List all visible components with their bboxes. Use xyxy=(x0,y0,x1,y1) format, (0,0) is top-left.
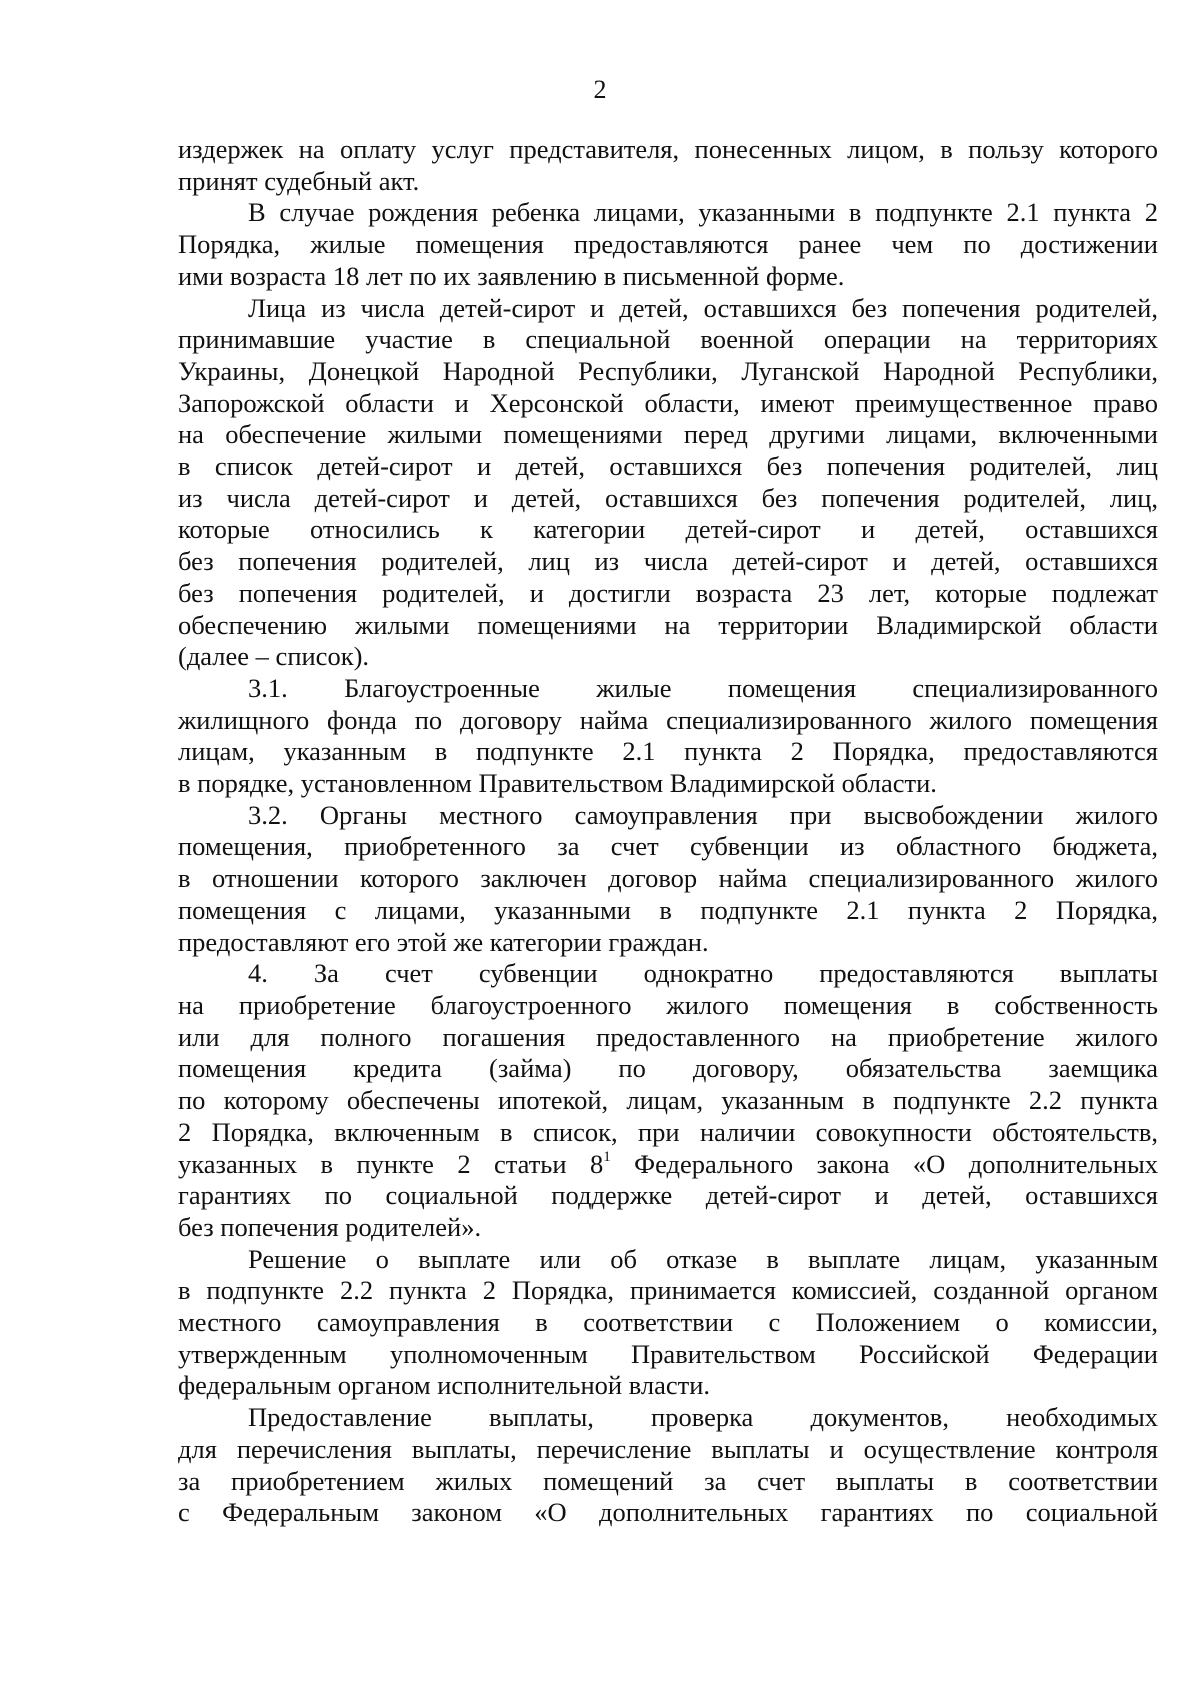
paragraph xyxy=(178,134,1158,197)
text-line: (далее – список). xyxy=(178,641,370,672)
text-line: Лица из числа детей-сирот и детей, оставшихся без попечения родителей, xyxy=(248,292,1158,323)
text-line: помещения с лицами, указанными в подпункте 2.1 пункта 2 Порядка, xyxy=(178,894,1158,925)
paragraph xyxy=(178,293,1158,673)
text-line: или для полного погашения предоставленного на приобретение жилого xyxy=(178,1021,1158,1052)
text-line: 3.1. Благоустроенные жилые помещения специализированного xyxy=(248,672,1158,703)
text-line: для перечисления выплаты, перечисление выплаты и осуществление контроля xyxy=(178,1433,1158,1464)
text-segment: Федерального закона «О дополнительных xyxy=(610,1148,1159,1179)
text-line: на приобретение благоустроенного жилого помещения в собственность xyxy=(178,989,1158,1020)
text-line: в отношении которого заключен договор найма специализированного жилого xyxy=(178,863,1158,894)
text-line: без попечения родителей, и достигли возраста 23 лет, которые подлежат xyxy=(178,577,1158,608)
text-line: в подпункте 2.2 пункта 2 Порядка, принимается комиссией, созданной органом xyxy=(178,1275,1158,1306)
text-line: в список детей-сирот и детей, оставшихся без попечения родителей, лиц xyxy=(178,451,1158,482)
text-line: жилищного фонда по договору найма специализированного жилого помещения xyxy=(178,704,1158,735)
paragraph xyxy=(178,1244,1158,1403)
text-line: утвержденным уполномоченным Правительством Российской Федерации xyxy=(178,1338,1158,1369)
text-line: Предоставление выплаты, проверка документов, необходимых xyxy=(248,1402,1158,1433)
text-line: в порядке, установленном Правительством Владимирской области. xyxy=(178,768,937,799)
paragraph xyxy=(178,1402,1158,1529)
text-segment: указанных в пункте 2 статьи 8 xyxy=(178,1148,604,1179)
text-line: 3.2. Органы местного самоуправления при высвобождении жилого xyxy=(248,799,1158,830)
paragraph xyxy=(178,197,1158,292)
text-line: 4. За счет субвенции однократно предоставляются выплаты xyxy=(248,958,1158,989)
text-line: за приобретением жилых помещений за счет выплаты в соответствии xyxy=(178,1465,1158,1496)
text-line: местного самоуправления в соответствии с Положением о комиссии, xyxy=(178,1307,1158,1338)
text-line: помещения, приобретенного за счет субвенции из областного бюджета, xyxy=(178,831,1158,862)
text-line: обеспечению жилыми помещениями на территории Владимирской области xyxy=(178,609,1158,640)
text-line: ими возраста 18 лет по их заявлению в письменной форме. xyxy=(178,260,845,291)
text-line: предоставляют его этой же категории граждан. xyxy=(178,926,709,957)
paragraph xyxy=(178,673,1158,800)
text-line: издержек на оплату услуг представителя, понесенных лицом, в пользу которого xyxy=(178,134,1158,164)
text-line: 2 Порядка, включенным в список, при наличии совокупности обстоятельств, xyxy=(178,1116,1158,1147)
text-line: В случае рождения ребенка лицами, указанными в подпункте 2.1 пункта 2 xyxy=(248,197,1158,228)
text-line: без попечения родителей». xyxy=(178,1211,482,1242)
text-line: на обеспечение жилыми помещениями перед другими лицами, включенными xyxy=(178,419,1158,450)
text-line xyxy=(178,1149,1158,1181)
text-line: по которому обеспечены ипотекой, лицам, указанным в подпункте 2.2 пункта xyxy=(178,1085,1158,1116)
page-number: 2 xyxy=(593,75,607,104)
text-line: которые относились к категории детей-сирот и детей, оставшихся xyxy=(178,514,1158,545)
text-line: федеральным органом исполнительной власти. xyxy=(178,1370,711,1401)
text-line: принят судебный акт. xyxy=(178,165,420,196)
text-line: без попечения родителей, лиц из числа детей-сирот и детей, оставшихся xyxy=(178,546,1158,577)
text-line: с Федеральным законом «О дополнительных гарантиях по социальной xyxy=(178,1497,1158,1528)
footnote-superscript: 1 xyxy=(603,1148,611,1165)
document-body xyxy=(178,134,1158,1529)
text-line: гарантиях по социальной поддержке детей-сирот и детей, оставшихся xyxy=(178,1180,1158,1211)
text-line: помещения кредита (займа) по договору, обязательства заемщика xyxy=(178,1053,1158,1084)
text-line: Решение о выплате или об отказе в выплате лицам, указанным xyxy=(248,1243,1158,1274)
text-line: Украины, Донецкой Народной Республики, Луганской Народной Республики, xyxy=(178,355,1158,386)
text-line: лицам, указанным в подпункте 2.1 пункта 2 Порядка, предоставляются xyxy=(178,736,1158,767)
text-line: из числа детей-сирот и детей, оставшихся без попечения родителей, лиц, xyxy=(178,482,1158,513)
paragraph xyxy=(178,800,1158,959)
text-line: Запорожской области и Херсонской области, имеют преимущественное право xyxy=(178,387,1158,418)
text-line: Порядка, жилые помещения предоставляются ранее чем по достижении xyxy=(178,229,1158,260)
paragraph xyxy=(178,958,1158,1243)
text-line: принимавшие участие в специальной военной операции на территориях xyxy=(178,324,1158,355)
